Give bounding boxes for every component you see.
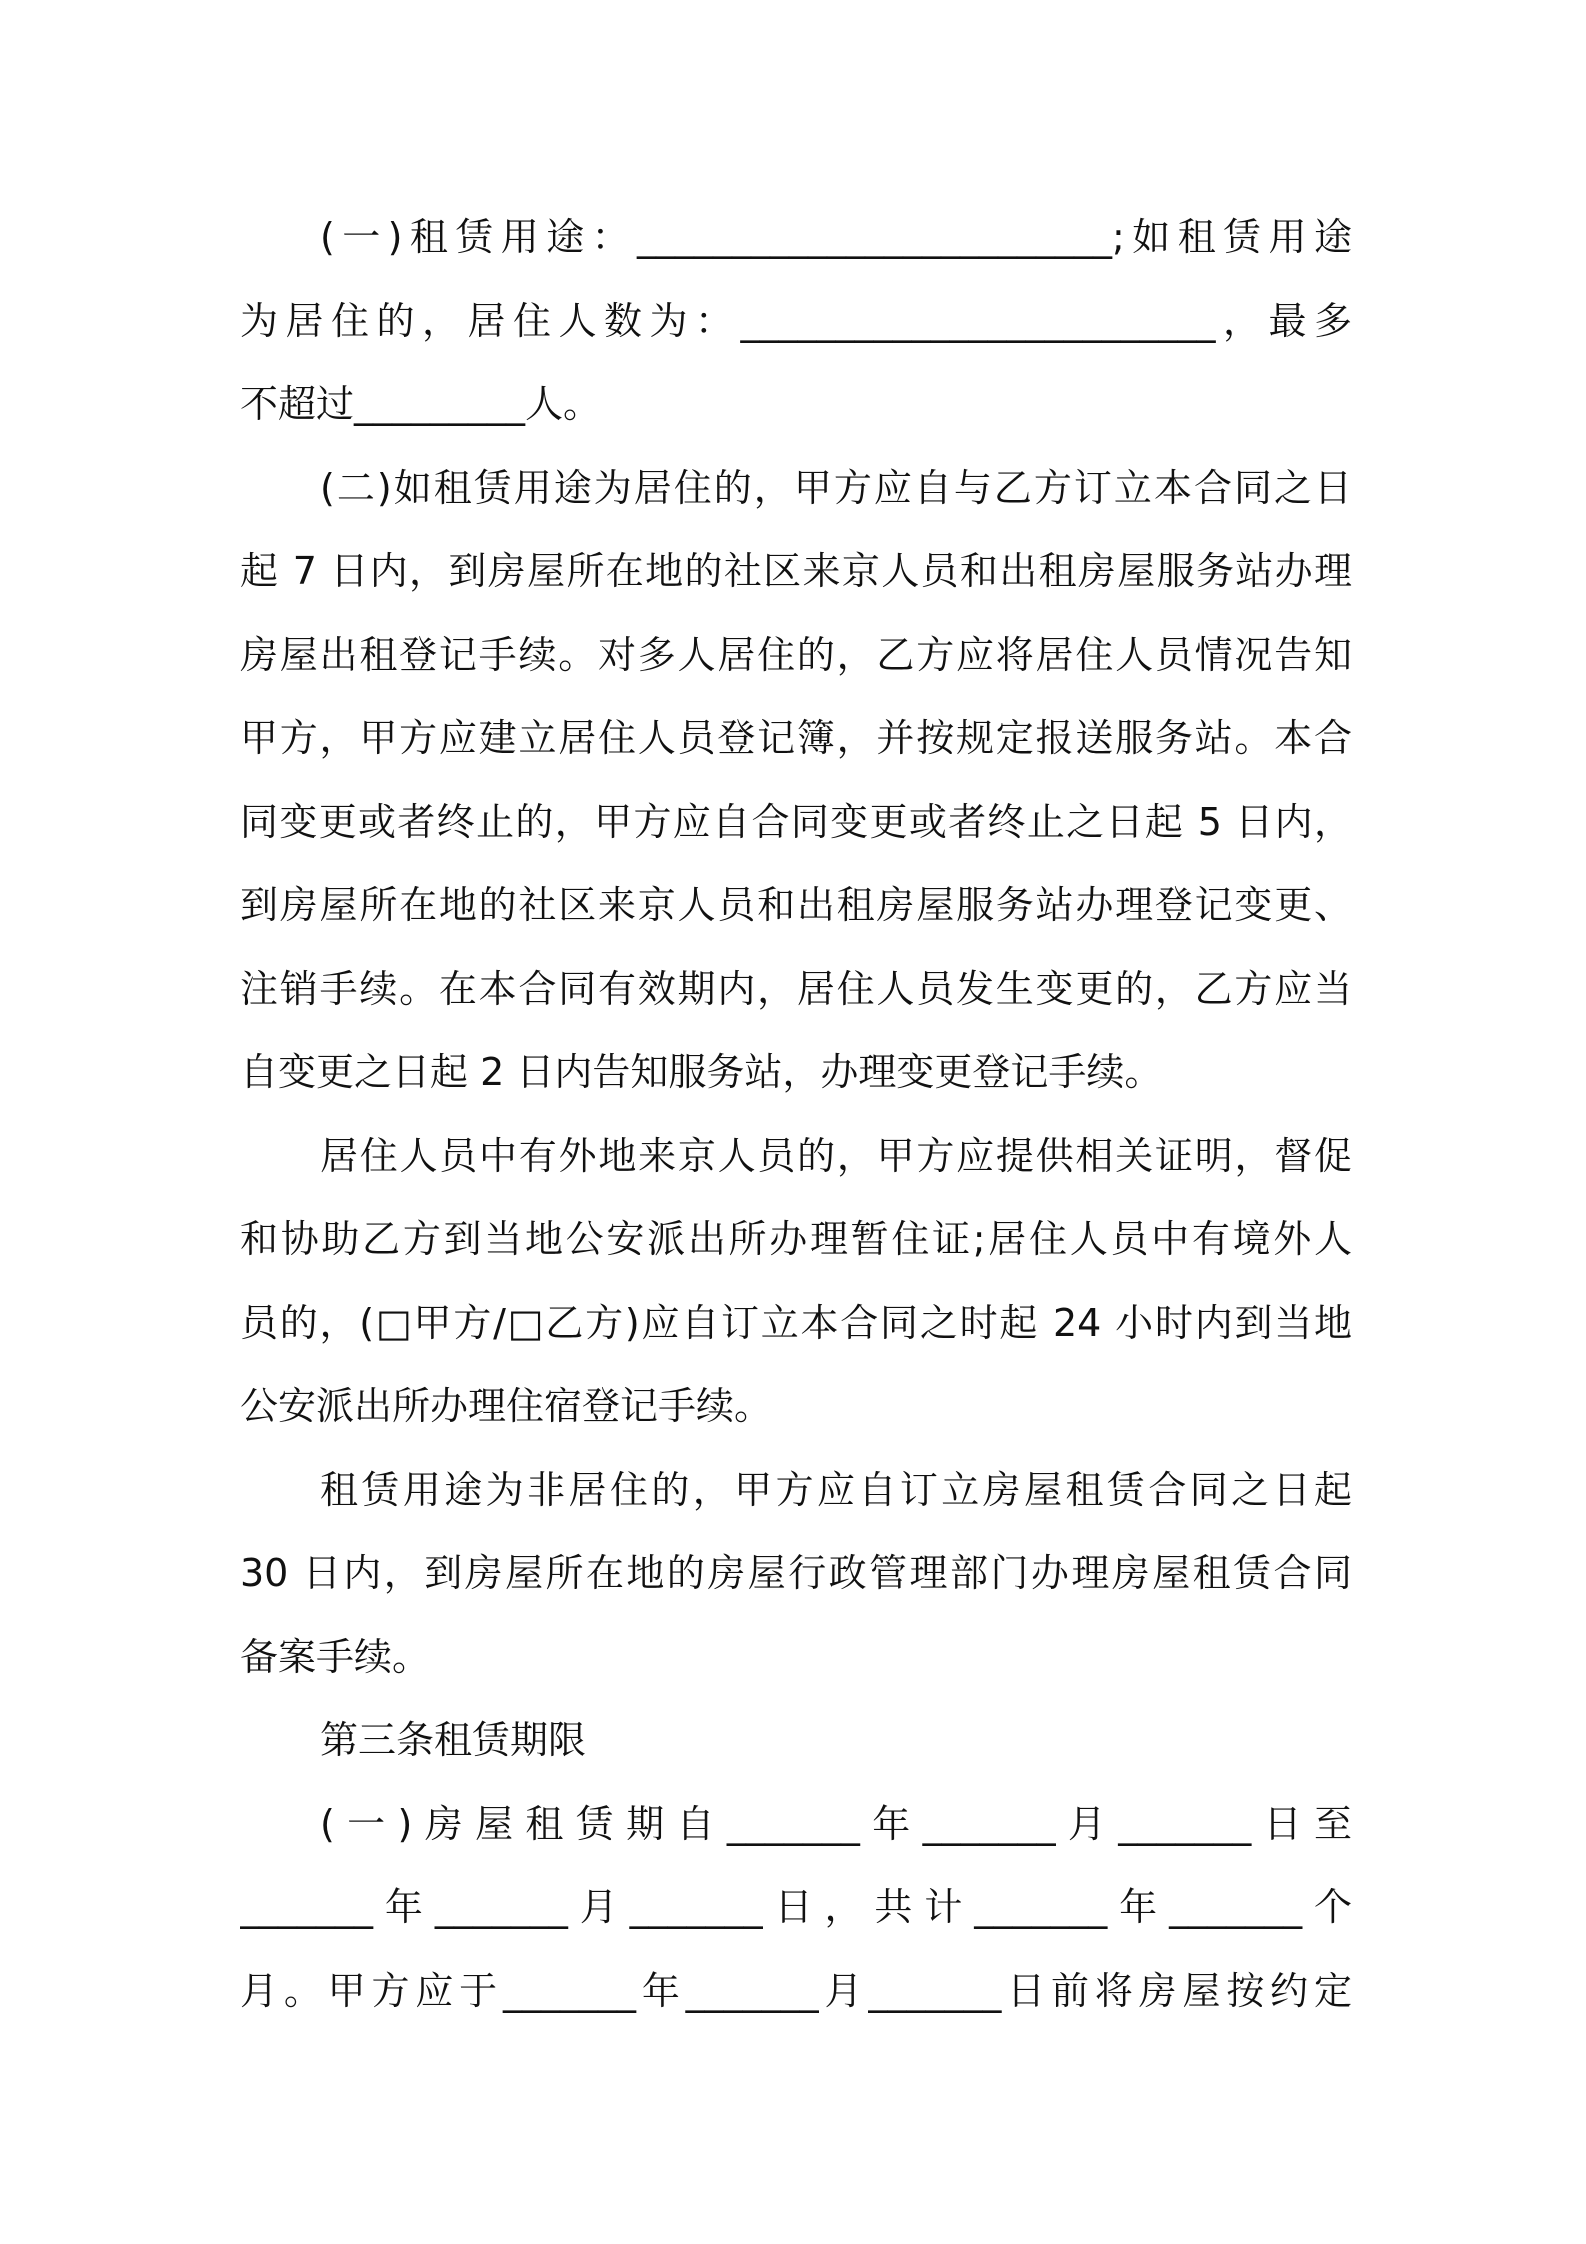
text-line: 注销手续。在本合同有效期内，居住人员发生变更的，乙方应当 [240, 966, 1352, 1011]
text-line: 月。甲方应于_______年_______月_______日前将房屋按约定 [240, 1968, 1352, 2013]
text-line: _______年_______月_______日，共计_______年_______个 [240, 1885, 1352, 1929]
text-line: 不超过_________人。 [240, 382, 602, 426]
text-line: 员的，(□甲方/□乙方)应自订立本合同之时起 24 小时内到当地 [240, 1300, 1352, 1345]
document-body [240, 196, 1352, 2033]
text-line: 居住人员中有外地来京人员的，甲方应提供相关证明，督促 [320, 1133, 1352, 1178]
text-line: 到房屋所在地的社区来京人员和出租房屋服务站办理登记变更、 [240, 883, 1352, 927]
text-line: 为居住的，居住人数为：_________________________，最多 [240, 298, 1352, 343]
text-line: 房屋出租登记手续。对多人居住的，乙方应将居住人员情况告知 [240, 632, 1352, 677]
text-line: 和协助乙方到当地公安派出所办理暂住证;居住人员中有境外人 [240, 1217, 1352, 1261]
text-line: 公安派出所办理住宿登记手续。 [240, 1384, 773, 1428]
text-line: 备案手续。 [240, 1634, 431, 1679]
text-line: 自变更之日起 2 日内告知服务站，办理变更登记手续。 [240, 1050, 1163, 1094]
text-line: 起 7 日内，到房屋所在地的社区来京人员和出租房屋服务站办理 [240, 549, 1352, 593]
section-heading: 第三条租赁期限 [320, 1718, 587, 1762]
text-line: 租赁用途为非居住的，甲方应自订立房屋租赁合同之日起 [320, 1467, 1352, 1512]
text-line: (一)租赁用途：_________________________;如租赁用途 [320, 215, 1352, 259]
text-line: 30 日内，到房屋所在地的房屋行政管理部门办理房屋租赁合同 [240, 1551, 1352, 1595]
text-line: (一)房屋租赁期自_______年_______月_______日至 [320, 1801, 1352, 1846]
text-line: 甲方，甲方应建立居住人员登记簿，并按规定报送服务站。本合 [240, 716, 1352, 760]
text-line: 同变更或者终止的，甲方应自合同变更或者终止之日起 5 日内， [240, 799, 1352, 844]
text-line: (二)如租赁用途为居住的，甲方应自与乙方订立本合同之日 [320, 465, 1352, 510]
